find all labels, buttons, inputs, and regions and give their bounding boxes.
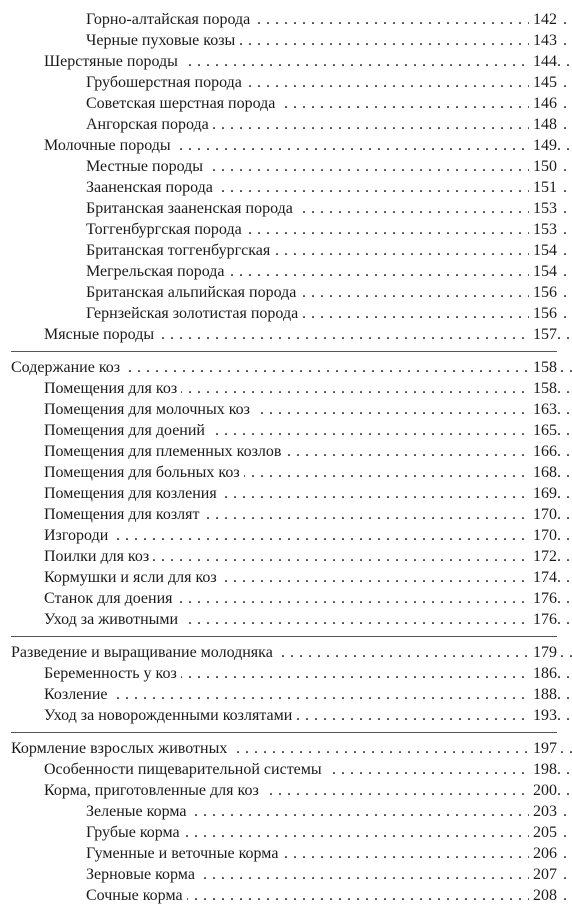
toc-entry-title: Поилки для коз [44,546,153,567]
toc-entry-title: Кормление взрослых животных [11,738,231,759]
toc-entry-page-number: 153 [529,198,557,219]
toc-entry[interactable] [0,357,572,378]
toc-entry[interactable] [0,663,572,684]
toc-entry[interactable] [0,30,572,51]
toc-entry-title: Местные породы [86,156,207,177]
toc-entry-page-number: 151 [529,177,557,198]
toc-entry[interactable] [0,801,572,822]
toc-entry-page-number: 154 [529,240,557,261]
toc-entry[interactable] [0,135,572,156]
toc-entry-title: Сочные корма [86,885,187,906]
section-divider [11,732,557,733]
toc-entry-title: Станок для доения [44,588,177,609]
toc-entry-page-number: 153 [529,219,557,240]
toc-entry-title: Уход за животными [44,609,182,630]
toc-entry[interactable] [0,441,572,462]
toc-entry-page-number: 156 [529,303,557,324]
toc-entry-title: Разведение и выращивание молодняка [11,642,277,663]
toc-entry-page-number: 197 [529,738,557,759]
toc-entry-page-number: 150 [529,156,557,177]
toc-entry-page-number: 166 [529,441,557,462]
toc-entry[interactable] [0,303,572,324]
toc-entry-page-number: 158 [529,357,557,378]
toc-entry-title: Тоггенбургская порода [86,219,246,240]
toc-entry-title: Помещения для больных коз [44,462,244,483]
toc-entry-page-number: 170 [529,525,557,546]
toc-entry[interactable] [0,609,572,630]
toc-entry-page-number: 188 [529,684,557,705]
toc-entry[interactable] [0,324,572,345]
toc-entry[interactable] [0,822,572,843]
toc-entry-page-number: 154 [529,261,557,282]
toc-entry-page-number: 198 [529,759,557,780]
toc-entry[interactable] [0,759,572,780]
toc-entry-page-number: 144 [529,51,557,72]
toc-entry[interactable] [0,780,572,801]
toc-entry[interactable] [0,156,572,177]
toc-entry-title: Помещения для коз [44,378,181,399]
toc-entry-page-number: 193 [529,705,557,726]
toc-entry-title: Советская шерстная порода [86,93,279,114]
toc-entry[interactable] [0,483,572,504]
toc-entry-page-number: 170 [529,504,557,525]
toc-entry[interactable] [0,93,572,114]
toc-entry[interactable] [0,261,572,282]
toc-entry-page-number: 158 [529,378,557,399]
toc-entry[interactable] [0,219,572,240]
toc-entry-page-number: 143 [529,30,557,51]
dot-leader [44,525,572,546]
toc-entry-page-number: 168 [529,462,557,483]
toc-entry-title: Грубые корма [86,822,184,843]
toc-entry-page-number: 148 [529,114,557,135]
toc-entry-page-number: 205 [529,822,557,843]
toc-entry-title: Британская зааненская порода [86,198,297,219]
toc-entry-page-number: 149 [529,135,557,156]
toc-entry[interactable] [0,504,572,525]
toc-entry-title: Зеленые корма [86,801,190,822]
toc-entry-page-number: 208 [529,885,557,906]
toc-entry[interactable] [0,51,572,72]
toc-entry-page-number: 179 [529,642,557,663]
toc-entry[interactable] [0,282,572,303]
toc-entry[interactable] [0,684,572,705]
toc-entry-title: Горно-алтайская порода [86,9,254,30]
toc-entry-title: Зааненская порода [86,177,217,198]
toc-entry-page-number: 200 [529,780,557,801]
toc-entry-page-number: 186 [529,663,557,684]
toc-entry[interactable] [0,72,572,93]
toc-entry-page-number: 146 [529,93,557,114]
toc-entry-title: Черные пуховые козы [86,30,239,51]
toc-entry[interactable] [0,843,572,864]
section-divider [11,636,557,637]
toc-entry-title: Молочные породы [44,135,175,156]
toc-entry-title: Козление [44,684,112,705]
toc-entry[interactable] [0,420,572,441]
toc-entry-page-number: 203 [529,801,557,822]
toc-entry[interactable] [0,378,572,399]
toc-entry[interactable] [0,240,572,261]
toc-entry-page-number: 157 [529,324,557,345]
toc-entry-page-number: 206 [529,843,557,864]
toc-entry-title: Гернзейская золотистая порода [86,303,302,324]
toc-entry-title: Мегрельская порода [86,261,229,282]
toc-entry[interactable] [0,864,572,885]
toc-entry-title: Британская альпийская порода [86,282,300,303]
toc-entry-title: Зерновые корма [86,864,199,885]
toc-entry-page-number: 176 [529,588,557,609]
dot-leader [44,684,572,705]
toc-entry[interactable] [0,885,572,906]
toc-entry[interactable] [0,9,572,30]
toc-entry[interactable] [0,525,572,546]
toc-entry-page-number: 142 [529,9,557,30]
toc-entry[interactable] [0,177,572,198]
toc-entry[interactable] [0,462,572,483]
table-of-contents [0,9,572,906]
toc-entry-title: Шерстяные породы [44,51,182,72]
toc-entry-page-number: 176 [529,609,557,630]
toc-entry-page-number: 172 [529,546,557,567]
toc-entry-page-number: 169 [529,483,557,504]
toc-entry-title: Беременность у коз [44,663,181,684]
toc-entry-title: Гуменные и веточные корма [86,843,282,864]
toc-entry[interactable] [0,642,572,663]
toc-entry-title: Кормушки и ясли для коз [44,567,221,588]
toc-entry[interactable] [0,738,572,759]
toc-entry-page-number: 145 [529,72,557,93]
toc-entry[interactable] [0,198,572,219]
toc-entry-title: Помещения для племенных козлов [44,441,285,462]
toc-entry-page-number: 165 [529,420,557,441]
toc-entry-title: Ангорская порода [86,114,213,135]
toc-entry-title: Особенности пищеварительной системы [44,759,326,780]
toc-entry-page-number: 163 [529,399,557,420]
toc-entry-title: Грубошерстная порода [86,72,246,93]
toc-entry-title: Мясные породы [44,324,158,345]
section-divider [11,351,557,352]
toc-entry[interactable] [0,705,572,726]
toc-entry-title: Корма, приготовленные для коз [44,780,263,801]
toc-entry[interactable] [0,546,572,567]
toc-entry[interactable] [0,588,572,609]
toc-entry-title: Уход за новорожденными козлятами [44,705,296,726]
toc-entry-page-number: 207 [529,864,557,885]
toc-entry[interactable] [0,399,572,420]
toc-entry-page-number: 174 [529,567,557,588]
toc-entry-title: Содержание коз [11,357,124,378]
toc-entry-page-number: 156 [529,282,557,303]
toc-entry-title: Помещения для козления [44,483,221,504]
toc-entry-title: Помещения для доений [44,420,209,441]
toc-entry-title: Британская тоггенбургская [86,240,274,261]
toc-entry[interactable] [0,114,572,135]
toc-entry-title: Помещения для молочных коз [44,399,254,420]
toc-entry-title: Помещения для козлят [44,504,203,525]
toc-entry[interactable] [0,567,572,588]
toc-entry-title: Изгороди [44,525,112,546]
